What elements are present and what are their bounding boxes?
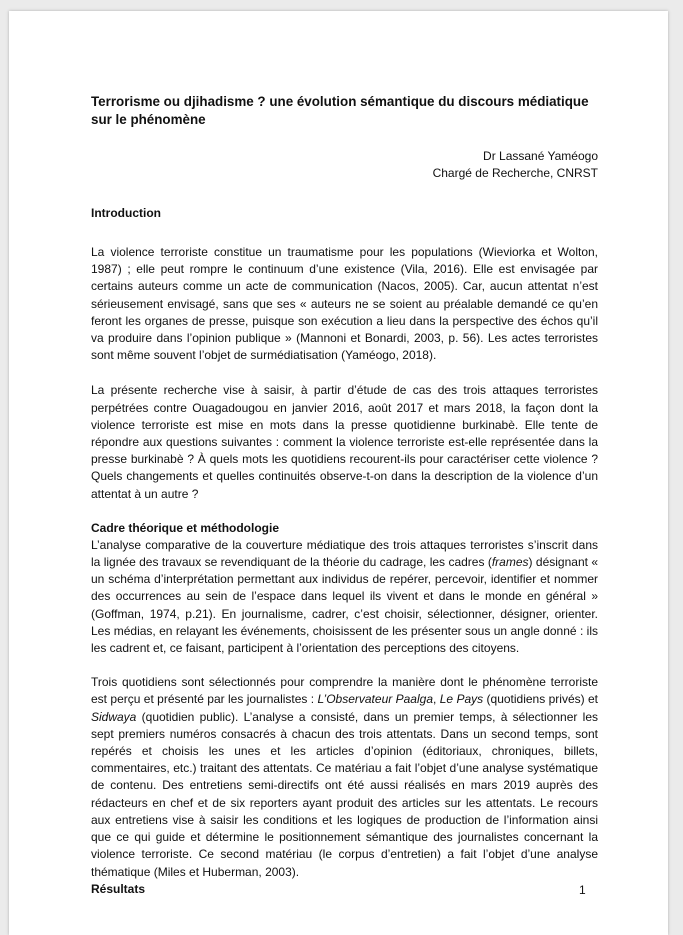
document-page	[9, 11, 668, 935]
author-block	[91, 148, 598, 182]
paragraph-3	[91, 537, 598, 657]
paragraph-3-text-b: ) désignant « un schéma d’interprétation permettant aux individus de repérer, percevoir, identifier et nommer des occurrences au sein de l’espace dans lequel ils vivent et dans le monde en général » (Goffman, 1974, p.21). En journalisme, cadrer, c’est choisir, sélectionner, désigner, orienter. Les médias, en relayant les événements, choisissent de les présenter sous un angle donné : ils les cadrent et, ce faisant, participent à l’orientation des perceptions des citoyens.	[91, 555, 599, 656]
paragraph-4-separator: ,	[433, 692, 440, 707]
newspaper-sidwaya: Sidwaya	[91, 709, 137, 724]
document-title: Terrorisme ou djihadisme ? une évolution sémantique du discours médiatique sur le phénomène	[91, 94, 589, 127]
paragraph-1: La violence terroriste constitue un traumatisme pour les populations (Wieviorka et Wolton, 1987) ; elle peut rompre le continuum d’une existence (Vila, 2016). Elle est envisagée par certains auteurs comme un acte de communication (Nacos, 2005). Car, aucun attentat n’est sérieusement envisagé, sans que ses « auteurs ne se soient au préalable demandé ce qu’en feront les organes de presse, puisque son exécution a lieu dans la perspective des échos qu’il va produire dans l’opinion publique » (Mannoni et Bonardi, 2003, p. 56). Les actes terroristes sont même souvent l’objet de surmédiatisation (Yaméogo, 2018).	[91, 245, 598, 363]
heading-resultats: Résultats	[91, 881, 146, 896]
paragraph-2: La présente recherche vise à saisir, à partir d’étude de cas des trois attaques terroristes perpétrées contre Ouagadougou en janvier 2016, août 2017 et mars 2018, la façon dont la violence terroriste est mise en mots dans la presse quotidienne burkinabè. Elle tente de répondre aux questions suivantes : comment la violence terroriste est-elle représentée dans la presse burkinabè ? À quels mots les quotidiens recourent-ils pour caractériser cette violence ? Quels changements et quelles continuités observe-t-on dans la description de la violence d’un attentat à un autre ?	[91, 383, 598, 501]
paragraph-3-text-a: L’analyse comparative de la couverture médiatique des trois attaques terroristes s’inscrit dans la lignée des travaux se revendiquant de la théorie du cadrage, les cadres (	[91, 537, 598, 570]
newspaper-observateur: L’Observateur Paalga	[317, 692, 433, 707]
heading-introduction: Introduction	[91, 206, 161, 220]
page-content	[91, 93, 598, 898]
page-number: 1	[579, 883, 586, 897]
author-name: Dr Lassané Yaméogo	[483, 149, 598, 163]
author-role: Chargé de Recherche, CNRST	[432, 166, 598, 180]
frames-term: frames	[491, 555, 529, 570]
paragraph-4	[91, 674, 598, 880]
paragraph-4-text-b: (quotidiens privés) et	[483, 692, 599, 707]
paragraph-4-text-c: (quotidien public). L’analyse a consisté, dans un premier temps, à sélectionner les sept premiers numéros consacrés à chacun des trois attentats. Dans un second temps, sont repérés et choisis les unes et les articles d’opinion (éditoriaux, chroniques, billets, commentaires, etc.) traitant des attentats. Ce matériau a fait l’objet d’une analyse systématique de contenu. Des entretiens semi-directifs ont été aussi réalisés en mars 2019 auprès des rédacteurs en chef et de six reporters ayant produit des articles sur les attentats. Le recours aux entretiens vise à saisir les conditions et les logiques de production de l’information ainsi que ce qui guide et détermine le positionnement sémantique des journalistes concernant la violence terroriste. Ce second matériau (le corpus d’entretien) a fait l’objet d’une analyse thématique (Miles et Huberman, 2003).	[91, 709, 598, 879]
paragraph-4-text-a: Trois quotidiens sont sélectionnés pour comprendre la manière dont le phénomène terroriste est perçu et présenté par les journalistes :	[91, 675, 598, 707]
heading-cadre: Cadre théorique et méthodologie	[91, 520, 280, 535]
newspaper-le-pays: Le Pays	[439, 692, 484, 707]
